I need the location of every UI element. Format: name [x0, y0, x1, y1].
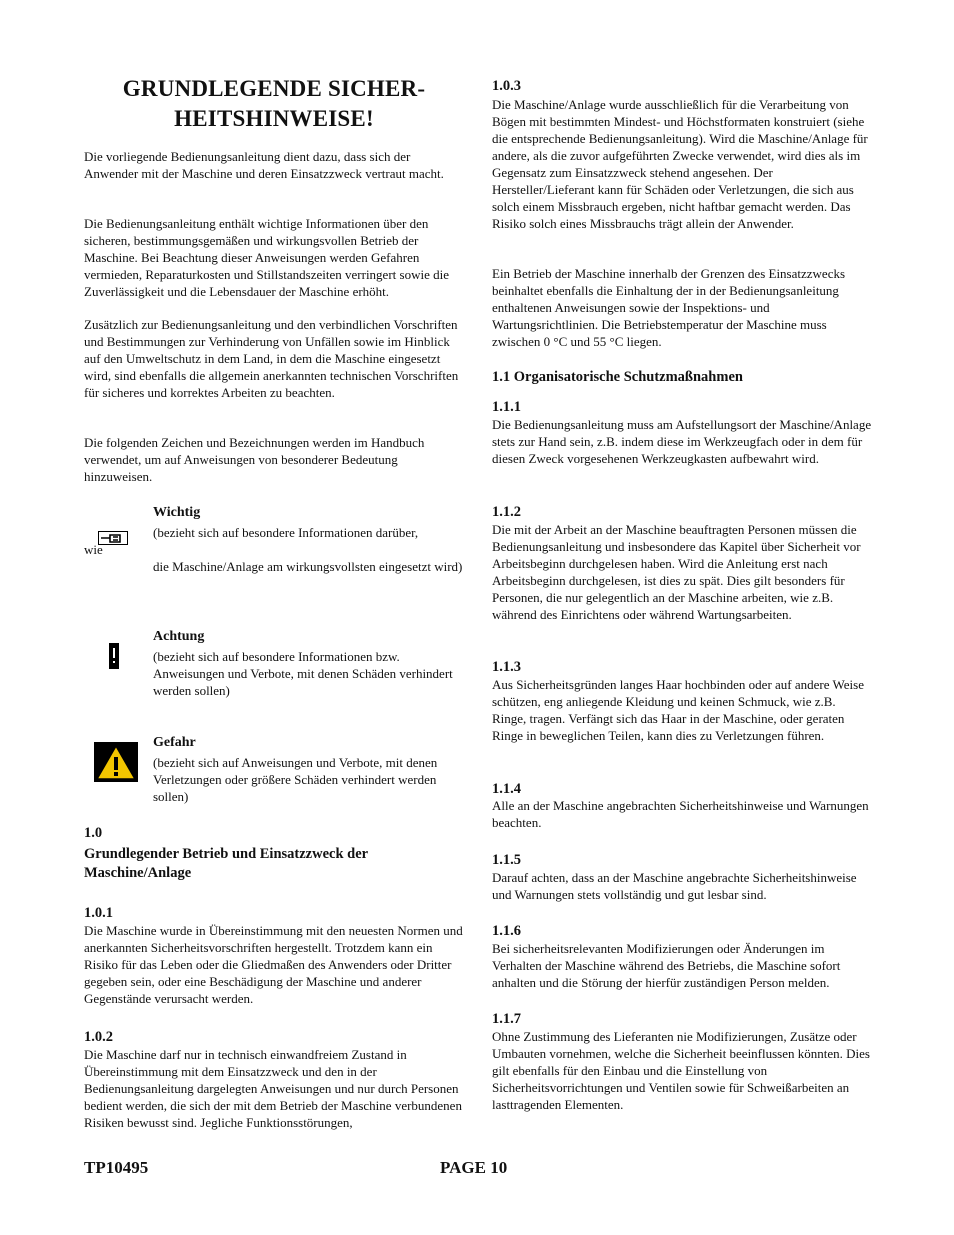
section-1-0-3-text: Die Maschine/Anlage wurde ausschließlich für die Verarbeitung von Bögen mit bestimmten Mindest- und Höchstformaten konstruiert (siehe die entsprechende Bedienungsanleitung). Wird die Maschine/Anlage für andere, als die zuvor aufgeführten Zwecke verwendet, wird dies als im Gegensatz zum Einsatzzweck stehend angesehen. Der Hersteller/Lieferant kann für Schäden oder Verletzungen, die sich aus solch einem Missbrauch ergeben, nicht haftbar gemacht werden. Das Risiko solch eines Missbrauchs trägt allein der Anwender.	[492, 97, 868, 231]
section-1-0-2-number: 1.0.2	[84, 1029, 113, 1045]
section-1-0-3-text-2: Ein Betrieb der Maschine innerhalb der Grenzen des Einsatzzwecks beinhaltet ebenfalls die Einhaltung der in der Bedienungsanleitung enthaltenen Anweisungen sowie der Inspektions- und Wartungsrichtlinien. Die Betriebstemperatur der Maschine muss zwischen 0 °C und 55 °C liegen.	[492, 266, 846, 349]
wichtig-text-1: (bezieht sich auf besondere Informationen darüber,	[153, 525, 419, 540]
intro-paragraph-4: Die folgenden Zeichen und Bezeichnungen werden im Handbuch verwendet, um auf Anweisungen von besonderer Bedeutung hinzuweisen.	[84, 435, 425, 484]
section-1-1-7-number: 1.1.7	[492, 1011, 521, 1027]
achtung-label: Achtung	[153, 629, 205, 644]
section-1-0-1-text: Die Maschine wurde in Übereinstimmung mit den neuesten Normen und anerkannten Sicherheitsvorschriften hergestellt. Trotzdem kann ein Risiko für das Leben oder die Gliedmaßen des Anwenders oder Dritter gegeben sein, oder eine Beschädigung der Maschine und anderer Gegenstände verursacht werden.	[84, 923, 463, 1006]
footer-page-number: PAGE 10	[440, 1158, 508, 1177]
section-1-1-1-text: Die Bedienungsanleitung muss am Aufstellungsort der Maschine/Anlage stets zur Hand sein, z.B. indem diese im Werkzeugfach oder in dem für diesen Zweck vorgesehenen Werkzeugkasten aufbewahrt wird.	[492, 417, 872, 466]
section-1-1-7-text: Ohne Zustimmung des Lieferanten nie Modifizierungen, Zusätze oder Umbauten vornehmen, welche die Sicherheit beeinflussen könnten. Dies gilt ebenfalls für den Einbau und die Einstellung von Sicherheitsvorrichtungen und Ventilen sowie für Schweißarbeiten an lasttragenden Elementen.	[492, 1029, 870, 1112]
gefahr-label: Gefahr	[153, 735, 196, 750]
section-1-0-number: 1.0	[84, 825, 103, 841]
section-1-1-title: 1.1 Organisatorische Schutzmaßnahmen	[492, 369, 743, 385]
wichtig-label: Wichtig	[153, 505, 201, 520]
exclamation-icon	[109, 643, 119, 669]
section-1-1-4-number: 1.1.4	[492, 781, 521, 797]
wichtig-text-2: die Maschine/Anlage am wirkungsvollsten eingesetzt wird)	[153, 559, 463, 574]
section-1-1-6-number: 1.1.6	[492, 923, 521, 939]
section-1-0-2-text: Die Maschine darf nur in technisch einwandfreiem Zustand in Übereinstimmung mit dem Einsatzzweck und den in der Bedienungsanleitung dargelegten Anweisungen und nur durch Personen bedient werden, die sich der mit dem Betrieb der Maschine verbundenen Risiken bewusst sind. Jegliche Funktionsstörungen,	[84, 1047, 462, 1130]
section-1-0-title: Grundlegender Betrieb und Einsatzzweck der Maschine/Anlage	[84, 846, 368, 881]
section-1-1-2-number: 1.1.2	[492, 504, 521, 520]
intro-paragraph-3: Zusätzlich zur Bedienungsanleitung und den verbindlichen Vorschriften und Bestimmungen zur Verhinderung von Unfällen sowie im Hinblick auf den Umweltschutz in dem Land, in dem die Maschine eingesetzt wird, sind ebenfalls die allgemein anerkannten technischen Vorschriften für sicheres und korrektes Arbeiten zu beachten.	[84, 317, 459, 400]
intro-paragraph-2: Die Bedienungsanleitung enthält wichtige Informationen über den sicheren, bestimmungsgemäßen und wirkungsvollen Betrieb der Maschine. Bei Beachtung dieser Anweisungen werden Gefahren vermieden, Reparaturkosten und Stillstandszeiten verringert sowie die Zuverlässigkeit und die Lebensdauer der Maschine erhöht.	[84, 216, 449, 299]
section-1-1-5-text: Darauf achten, dass an der Maschine angebrachte Sicherheitshinweise und Warnungen stets vollständig und gut lesbar sind.	[492, 870, 857, 902]
section-1-0-3-number: 1.0.3	[492, 78, 521, 94]
intro-paragraph-1: Die vorliegende Bedienungsanleitung dient dazu, dass sich der Anwender mit der Maschine und deren Einsatzzweck vertraut macht.	[84, 149, 444, 181]
section-1-0-1-number: 1.0.1	[84, 905, 113, 921]
section-1-1-1-number: 1.1.1	[492, 399, 521, 415]
section-1-1-4-text: Alle an der Maschine angebrachten Sicherheitshinweise und Warnungen beachten.	[492, 798, 869, 830]
warning-triangle-icon	[94, 742, 138, 782]
section-1-1-2-text: Die mit der Arbeit an der Maschine beauftragten Personen müssen die Bedienungsanleitung und insbesondere das Kapitel über Sicherheit vor Arbeitsbeginn durchgelesen haben. Wird die Anleitung erst nach Arbeitsbeginn durchgelesen, ist dies zu spät. Dies gilt besonders für Personen, die nur gelegentlich an der Maschine arbeiten, wie z.B. während des Einrichtens oder während Wartungsarbeiten.	[492, 522, 861, 622]
gefahr-text: (bezieht sich auf Anweisungen und Verbote, mit denen Verletzungen oder größere Schäden verhindert werden sollen)	[153, 755, 438, 804]
footer-doc-id: TP10495	[84, 1158, 149, 1177]
section-1-1-6-text: Bei sicherheitsrelevanten Modifizierungen oder Änderungen im Verhalten der Maschine während des Betriebs, die Maschine sofort anhalten und die Störung der hierfür zuständigen Person melden.	[492, 941, 841, 990]
section-1-1-3-number: 1.1.3	[492, 659, 521, 675]
page-title-line-1: GRUNDLEGENDE SICHER-	[122, 76, 426, 101]
section-1-1-3-text: Aus Sicherheitsgründen langes Haar hochbinden oder auf andere Weise schützen, eng anliegende Kleidung und keinen Schmuck, wie z.B. Ringe, tragen. Verfängt sich das Haar in der Maschine, oder geraten Ringe in beweglichen Teilen, kann dies zu Verletzungen führen.	[492, 677, 864, 743]
page-title	[84, 74, 464, 134]
wichtig-wie: wie	[84, 542, 103, 557]
section-1-1-5-number: 1.1.5	[492, 852, 521, 868]
page-title-line-2: HEITSHINWEISE!	[174, 106, 374, 131]
achtung-text: (bezieht sich auf besondere Informationen bzw. Anweisungen und Verbote, mit denen Schäden verhindert werden sollen)	[153, 649, 453, 698]
